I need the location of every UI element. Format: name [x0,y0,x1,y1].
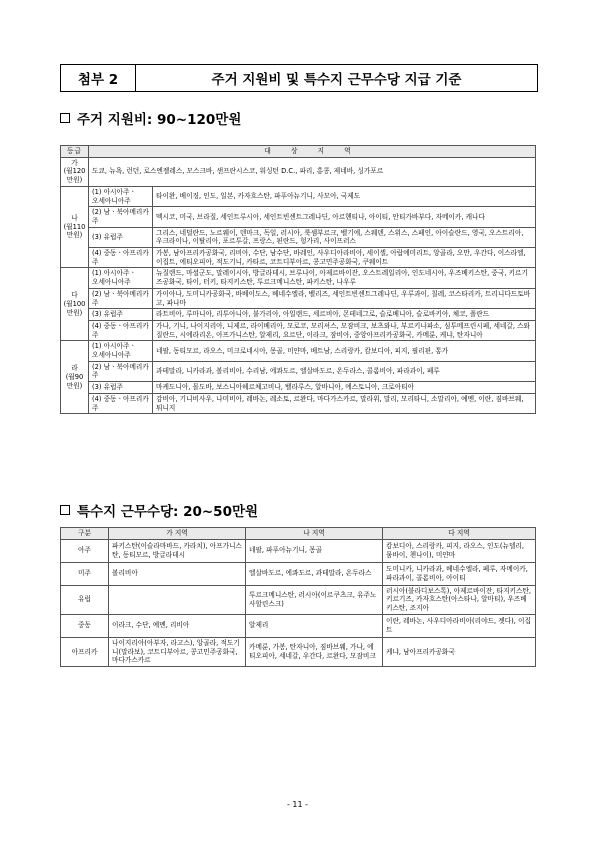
table-row [61,288,536,308]
ga-cell: 나이지리아(아부자, 라고스), 앙골라, 적도기니(말라보), 코트디부아르, 콩고민주공화국, 마다가스카르 [109,637,246,666]
subregion-cell: (4) 중동ㆍ아프리카주 [89,320,153,340]
attachment-header [60,64,538,92]
na-cell: 투르크메니스탄, 러시아(이르쿠츠크, 유주노사할린스크) [246,585,383,614]
subregion-cell: (1) 아시아주ㆍ 오세아니아주 [89,341,153,361]
subregion-cell: (3) 유럽주 [89,382,153,394]
subregion-cell: (1) 아시아주ㆍ 오세아니아주 [89,268,153,288]
subregion-cell: (3) 유럽주 [89,227,153,247]
na-cell: 알제리 [246,614,383,637]
area-cell: 감비아, 기니비사우, 나미비아, 레바논, 레소토, 르완다, 마다가스카르, 말라위, 말리, 모리타니, 소말리아, 예멘, 이란, 짐바브웨, 튀니지 [153,393,536,413]
category-column-header: 구분 [61,528,109,540]
table-row [61,361,536,381]
special-heading-text: 특수지 근무수당: 20~50만원 [77,504,259,520]
region-cell: 아프리카 [61,637,109,666]
area-cell: 네팔, 동티모르, 라오스, 미크로네시아, 몽골, 미얀마, 베트남, 스리랑카, 캄보디아, 피지, 필리핀, 통가 [153,341,536,361]
area-cell: 과테말라, 니카라과, 볼리비아, 수리남, 에콰도르, 엘살바도르, 온두라스, 콜롬비아, 파라과이, 페루 [153,361,536,381]
ga-cell: 파키스탄(이슬라마바드, 카라치), 아프가니스탄, 동티모르, 방글라데시 [109,539,246,562]
area-cell: 가나, 기니, 나이지리아, 니제르, 라이베리아, 모로코, 모리셔스, 모잠비크, 보츠와나, 부르키나파소, 심투메프린시페, 세네갈, 스와질란드, 시에라리온, 아프가니스탄, 알제리, 요르단, 이라크, 잠비아, 중앙아프리카공화국, 카메룬, 케냐, 탄자니아 [153,320,536,340]
table-row [61,393,536,413]
da-column-header: 다 지역 [383,528,536,540]
region-cell: 아주 [61,539,109,562]
table-row [61,157,536,186]
area-cell: 멕시코, 미국, 브라질, 세인트루시아, 세인트빈센트그레나딘, 아르헨티나, 아이티, 안티가바부다, 자메이카, 캐나다 [153,207,536,227]
area-cell: 가이아나, 도미니카공화국, 바베이도스, 베네수엘라, 벨리즈, 세인트빈센트그레나딘, 우루과이, 칠레, 코스타리카, 트리니다드토바고, 파나마 [153,288,536,308]
special-section-heading [60,500,258,520]
subregion-cell: (2) 남ㆍ북아메리카주 [89,361,153,381]
da-cell: 도미니카, 니카라과, 베네수엘라, 페루, 자메이카, 파라과이, 콜롬비아, 아이티 [383,562,536,585]
area-cell: 마케도니아, 몰도바, 보스니아헤르체고비나, 벨라루스, 알바니아, 에스토니아, 크로아티아 [153,382,536,394]
housing-heading-text: 주거 지원비: 90~120만원 [77,112,242,128]
region-cell: 미주 [61,562,109,585]
area-cell: 그리스, 네덜란드, 노르웨이, 덴마크, 독일, 러시아, 룩셈부르크, 벨기에, 스웨덴, 스위스, 스페인, 아이슬란드, 영국, 오스트리아, 우크라이나, 이탈리아, 포르투갈, 프랑스, 핀란드, 헝가리, 사이프러스 [153,227,536,247]
na-cell: 엘살바도르, 에콰도르, 과테말라, 온두라스 [246,562,383,585]
na-column-header: 나 지역 [246,528,383,540]
subregion-cell: (1) 아시아주ㆍ 오세아니아주 [89,186,153,206]
table-row [61,562,536,585]
table-row [61,341,536,361]
special-allowance-table [60,527,536,667]
region-cell: 유럽 [61,585,109,614]
page-number: - 11 - [286,800,309,809]
subregion-cell: (2) 남ㆍ북아메리카주 [89,207,153,227]
grade-column-header: 등급 [61,146,89,158]
subregion-cell: (4) 중동ㆍ아프리카주 [89,248,153,268]
square-bullet-icon [60,113,70,123]
target-column-header: 대 상 지 역 [89,146,536,158]
table-row [61,320,536,340]
area-cell: 라트비아, 루마니아, 리투아니아, 불가리아, 아일랜드, 세르비아, 몬테네그로, 슬로베니아, 슬로바키아, 체코, 폴란드 [153,309,536,321]
housing-section-heading [60,108,241,128]
table-row [61,227,536,247]
table-row [61,539,536,562]
subregion-cell: (4) 중동ㆍ아프리카주 [89,393,153,413]
da-cell: 캄보디아, 스리랑카, 피지, 라오스, 인도(뉴델리, 뭄바이, 첸나이), 미얀마 [383,539,536,562]
table-row [61,309,536,321]
grade-cell: 나 (월110 만원) [61,186,89,268]
table-row [61,248,536,268]
table-row [61,268,536,288]
table-row [61,382,536,394]
na-cell: 카메룬, 가봉, 탄자니아, 짐바브웨, 가나, 에티오피아, 세네갈, 우간다, 르완다, 모잠비크 [246,637,383,666]
attachment-title: 주거 지원비 및 특수지 근무수당 지급 기준 [211,72,462,88]
table-row [61,614,536,637]
table-row [61,207,536,227]
square-bullet-icon [60,505,70,515]
da-cell: 러시아(블라디보스톡), 아제르바이잔, 타지키스탄, 키르기즈, 카자흐스탄(아스타나, 알마티), 우즈베키스탄, 조지아 [383,585,536,614]
grade-cell: 다 (월100 만원) [61,268,89,341]
ga-cell: 이라크, 수단, 예멘, 리비아 [109,614,246,637]
area-cell: 뉴질랜드, 마셜군도, 말레이시아, 방글라데시, 브루나이, 아제르바이잔, 오스트레일리아, 인도네시아, 우즈베키스탄, 중국, 키르기즈공화국, 타이, 터키, 타지키스탄, 투르크메니스탄, 파키스탄, 나우루 [153,268,536,288]
area-cell: 가봉, 남아프리카공화국, 리비아, 수단, 남수단, 바레인, 사우디아라비아, 세이셸, 아랍에미리트, 앙골라, 오만, 우간다, 이스라엘, 이집트, 에티오피아, 적도기니, 카타르, 코트디부아르, 콩고민주공화국, 쿠웨이트 [153,248,536,268]
table-row [61,637,536,666]
grade-cell: 가 (월120 만원) [61,157,89,186]
ga-cell [109,585,246,614]
area-cell: 타이완, 베이징, 인도, 일본, 카자흐스탄, 파푸아뉴기니, 사모아, 국제도 [153,186,536,206]
table-row [61,186,536,206]
region-cell: 중동 [61,614,109,637]
table-row [61,585,536,614]
da-cell: 이란, 레바논, 사우디아라비아(리야드, 젯다), 이집트 [383,614,536,637]
area-cell: 도쿄, 뉴욕, 런던, 로스엔젤레스, 모스크바, 샌프란시스코, 워싱턴 D.C., 파리, 홍콩, 제네바, 싱가포르 [89,157,536,186]
housing-table-header [61,146,536,158]
ga-cell: 볼리비아 [109,562,246,585]
da-cell: 케냐, 남아프리카공화국 [383,637,536,666]
subregion-cell: (2) 남ㆍ북아메리카주 [89,288,153,308]
housing-allowance-table [60,145,536,414]
subregion-cell: (3) 유럽주 [89,309,153,321]
attachment-tag: 첨부 2 [61,65,136,91]
grade-cell: 라 (월90 만원) [61,341,89,414]
ga-column-header: 가 지역 [109,528,246,540]
special-table-header [61,528,536,540]
na-cell: 네팔, 파푸아뉴기니, 몽골 [246,539,383,562]
